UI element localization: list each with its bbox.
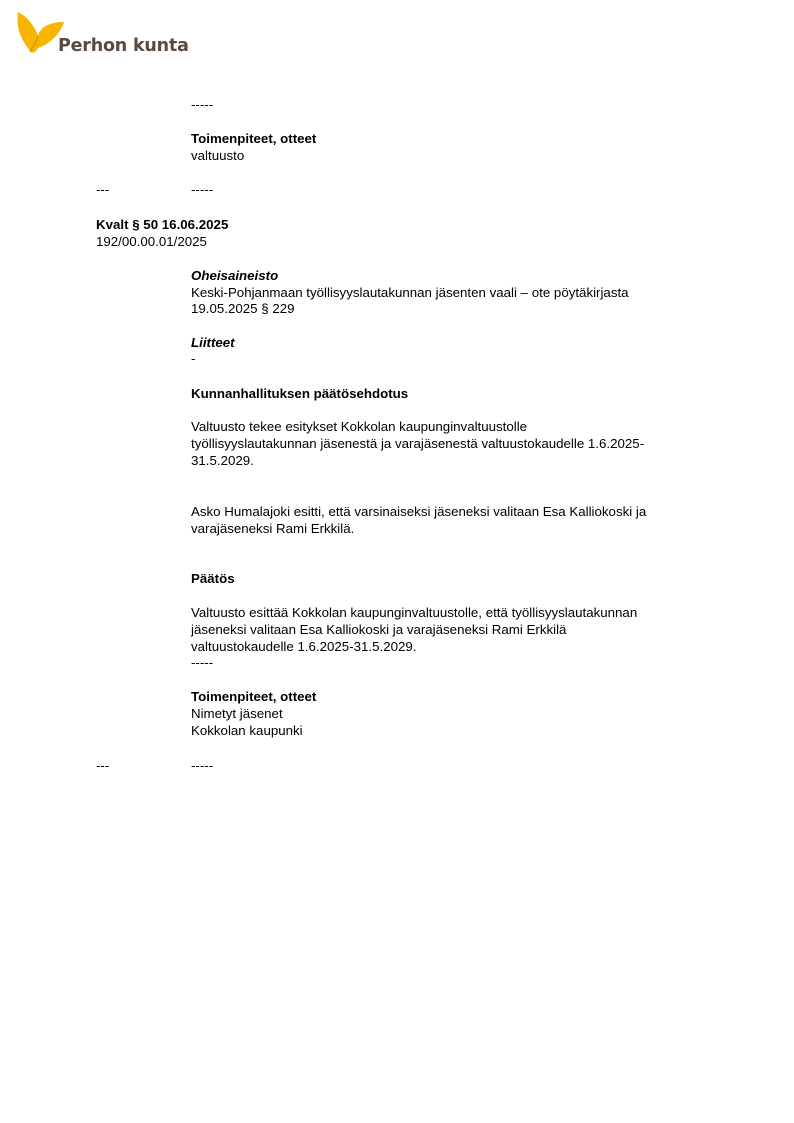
decision-heading: Päätös	[191, 571, 235, 586]
appendix-value: -	[191, 351, 196, 366]
separator: -----	[191, 655, 214, 670]
actions-item: Kokkolan kaupunki	[191, 723, 303, 738]
actions-heading: Toimenpiteet, otteet	[191, 131, 317, 146]
municipality-name: Perhon kunta	[58, 36, 189, 56]
actions-item: valtuusto	[191, 148, 245, 163]
proposal-line: 31.5.2029.	[191, 453, 254, 468]
attachments-line: Keski-Pohjanmaan työllisyyslautakunnan jäsenten vaali – ote pöytäkirjasta	[191, 285, 629, 300]
proposal-line: Valtuusto tekee esitykset Kokkolan kaupunginvaltuustolle	[191, 419, 528, 434]
section-heading: Kvalt § 50 16.06.2025	[96, 217, 229, 232]
motion-line: varajäseneksi Rami Erkkilä.	[191, 521, 355, 536]
attachments-heading: Oheisaineisto	[191, 268, 279, 283]
section-end-separator: -----	[191, 758, 214, 773]
section-end-separator: -----	[191, 182, 214, 197]
decision-line: jäseneksi valitaan Esa Kalliokoski ja varajäseneksi Rami Erkkilä	[191, 622, 567, 637]
appendix-heading: Liitteet	[191, 335, 235, 350]
section-end-marker: ---	[96, 182, 110, 197]
proposal-line: työllisyyslautakunnan jäsenestä ja varajäsenestä valtuustokaudelle 1.6.2025-	[191, 436, 645, 451]
decision-line: Valtuusto esittää Kokkolan kaupunginvaltuustolle, että työllisyyslautakunnan	[191, 605, 638, 620]
perho-logo	[14, 8, 189, 60]
motion-line: Asko Humalajoki esitti, että varsinaiseksi jäseneksi valitaan Esa Kalliokoski ja	[191, 504, 647, 519]
separator: -----	[191, 97, 214, 112]
decision-line: valtuustokaudelle 1.6.2025-31.5.2029.	[191, 639, 417, 654]
actions-heading: Toimenpiteet, otteet	[191, 689, 317, 704]
attachments-line: 19.05.2025 § 229	[191, 301, 295, 316]
proposal-heading: Kunnanhallituksen päätösehdotus	[191, 386, 409, 401]
record-number: 192/00.00.01/2025	[96, 234, 207, 249]
actions-item: Nimetyt jäsenet	[191, 706, 283, 721]
section-end-marker: ---	[96, 758, 110, 773]
